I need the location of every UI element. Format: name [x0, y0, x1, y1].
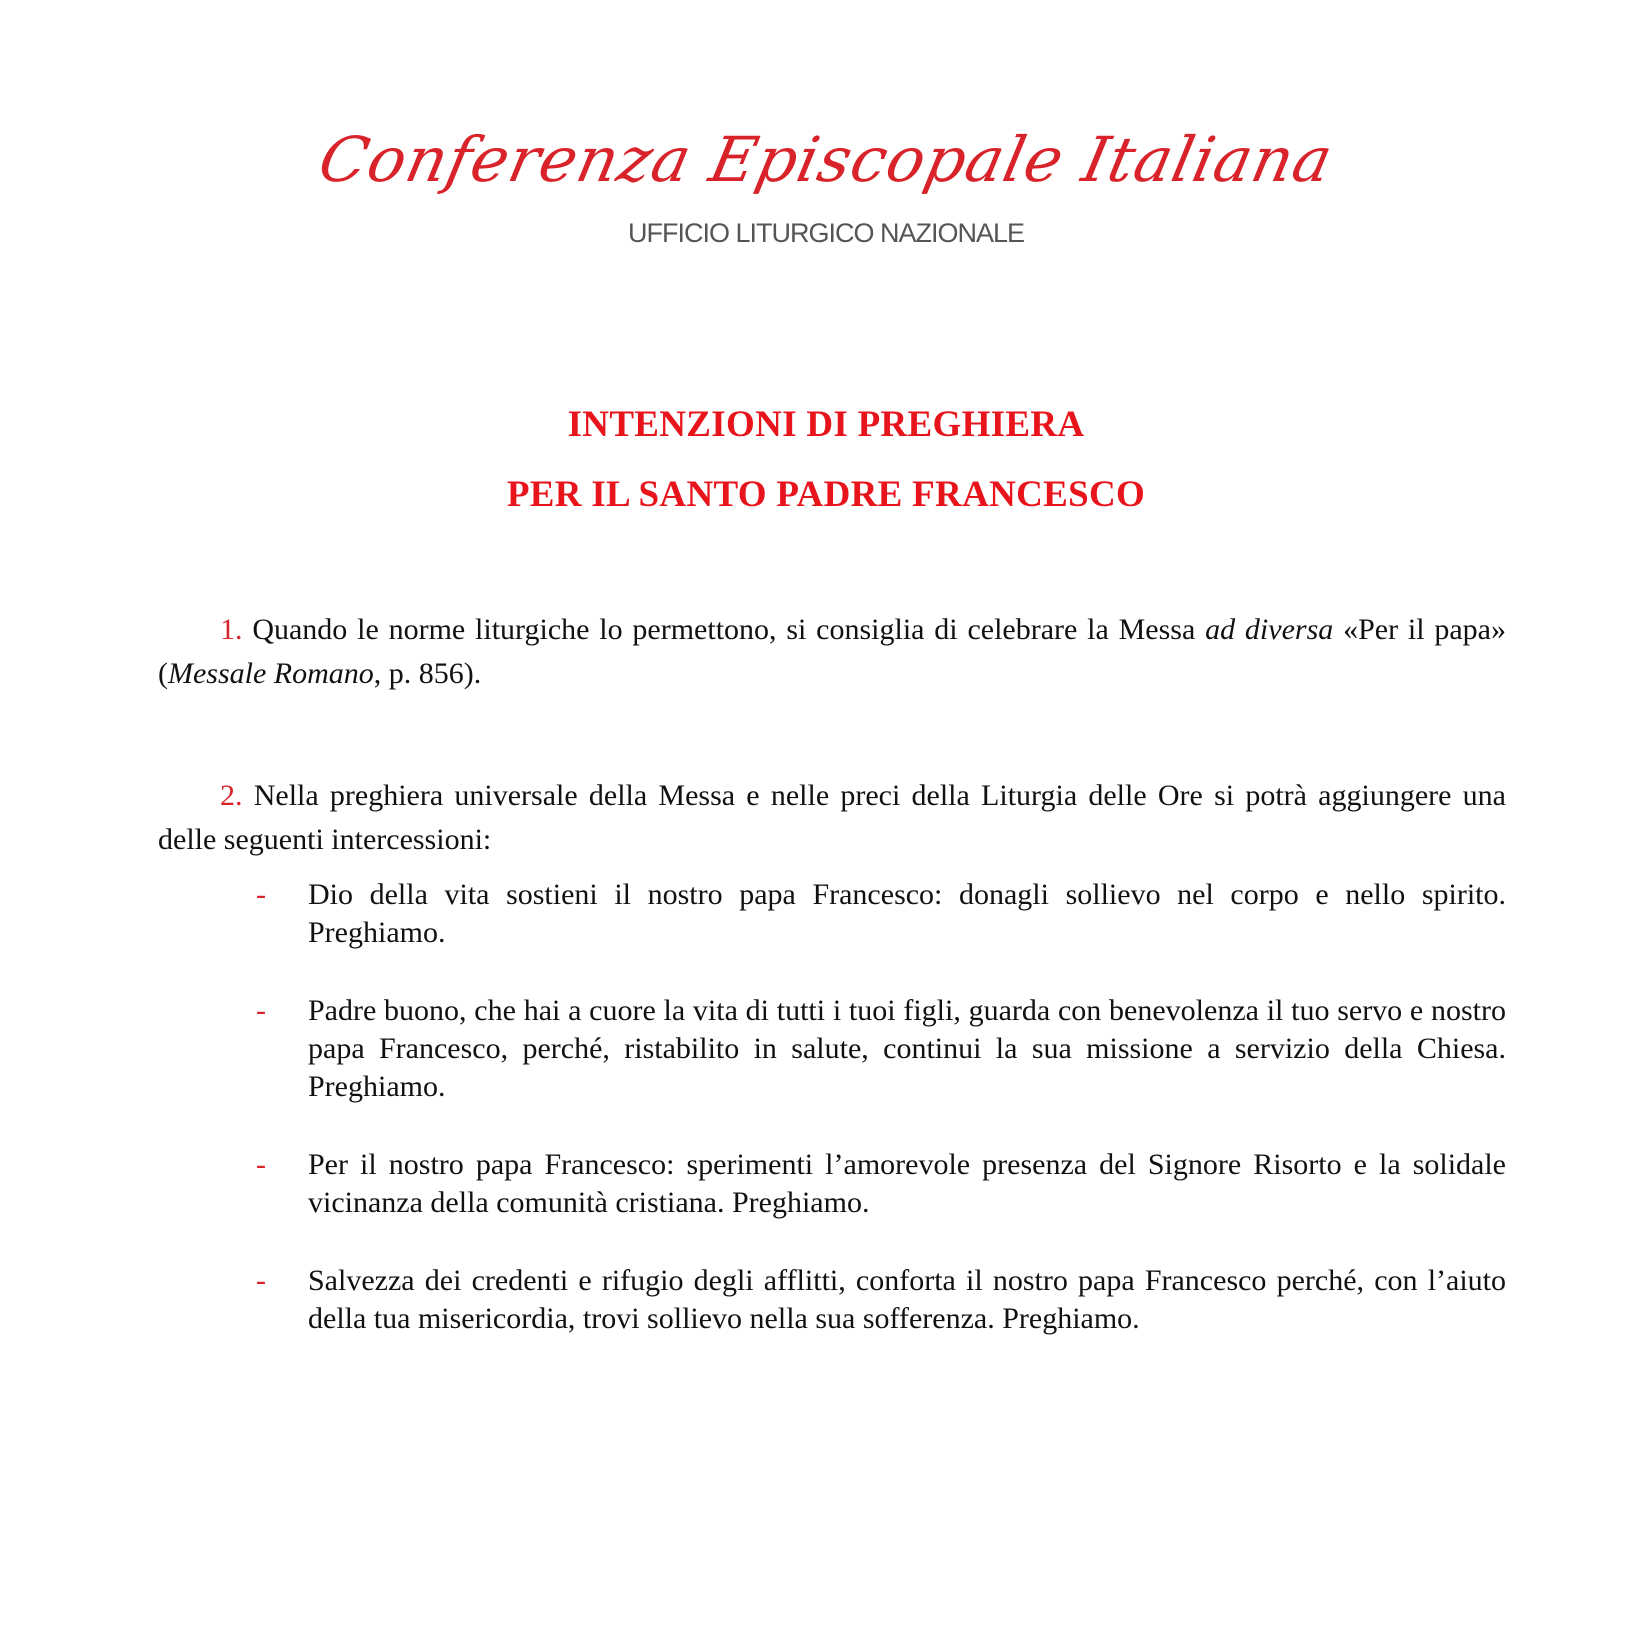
- section-1-paragraph: [158, 608, 1506, 696]
- letterhead: [0, 120, 1652, 249]
- list-item: [158, 1262, 1506, 1338]
- section-1-text-b: «Per il papa» (: [158, 613, 1506, 690]
- intercession-text: Salvezza dei credenti e rifugio degli afflitti, conforta il nostro papa Francesco perché, con l’aiuto della tua misericordia, trovi sollievo nella sua sofferenza. Preghiamo.: [308, 1264, 1506, 1335]
- document-body: [158, 608, 1506, 1338]
- title-line-1: INTENZIONI DI PREGHIERA: [567, 404, 1085, 445]
- section-2-number: 2.: [220, 779, 243, 812]
- section-1-italic-a: ad diversa: [1205, 613, 1334, 646]
- bullet-dash: -: [256, 1264, 266, 1297]
- section-1-italic-b: Messale Romano: [168, 657, 374, 690]
- organization-name: Conferenza Episcopale Italiana: [312, 123, 1340, 196]
- section-1-text-c: , p. 856).: [373, 657, 482, 690]
- intercession-text: Per il nostro papa Francesco: sperimenti l’amorevole presenza del Signore Risorto e la solidale vicinanza della comunità cristiana. Preghiamo.: [308, 1148, 1506, 1219]
- bullet-dash: -: [256, 1148, 266, 1181]
- section-1-number: 1.: [220, 613, 243, 646]
- section-2-paragraph: [158, 774, 1506, 862]
- section-1-text-a: Quando le norme liturgiche lo permettono, si consiglia di celebrare la Messa: [242, 613, 1206, 646]
- list-item: [158, 992, 1506, 1106]
- intercession-text: Dio della vita sostieni il nostro papa Francesco: donagli sollievo nel corpo e nello spirito. Preghiamo.: [308, 878, 1506, 949]
- list-item: [158, 1146, 1506, 1222]
- title-line-2: PER IL SANTO PADRE FRANCESCO: [506, 474, 1146, 515]
- bullet-dash: -: [256, 878, 266, 911]
- section-2-text: Nella preghiera universale della Messa e nelle preci della Liturgia delle Ore si potrà aggiungere una delle seguenti intercessioni:: [158, 779, 1506, 856]
- office-name: UFFICIO LITURGICO NAZIONALE: [627, 218, 1025, 248]
- document-title: [0, 390, 1652, 530]
- intercession-text: Padre buono, che hai a cuore la vita di tutti i tuoi figli, guarda con benevolenza il tuo servo e nostro papa Francesco, perché, ristabilito in salute, continui la sua missione a servizio della Chiesa. Preghiamo.: [308, 994, 1506, 1103]
- intercessions-list: [158, 876, 1506, 1338]
- bullet-dash: -: [256, 994, 266, 1027]
- list-item: [158, 876, 1506, 952]
